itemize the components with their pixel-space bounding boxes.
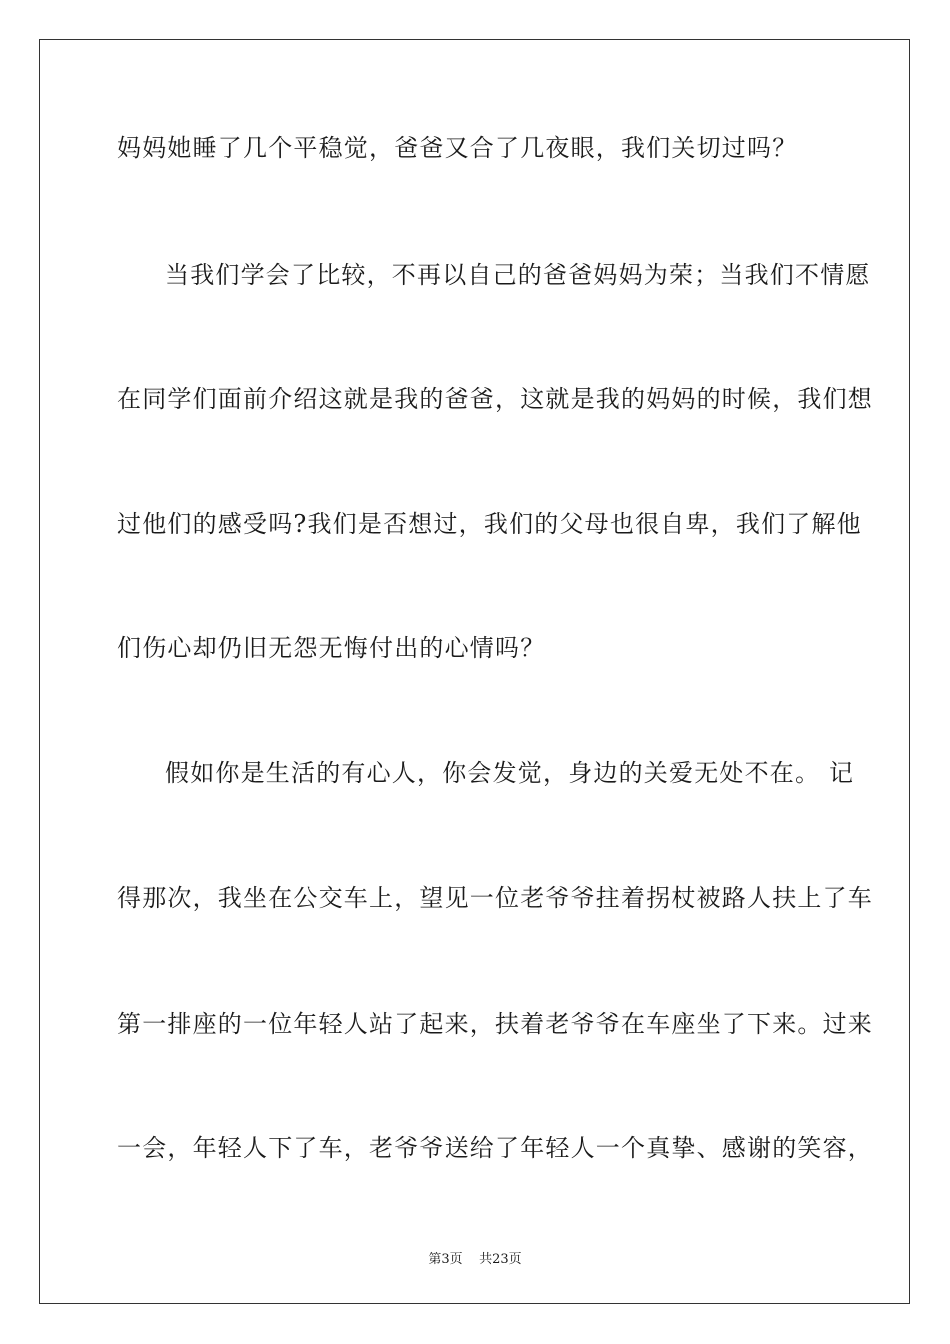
text-line-4: 过他们的感受吗?我们是否想过，我们的父母也很自卑，我们了解他 — [117, 510, 862, 538]
text-line-9: 一会，年轻人下了车，老爷爷送给了年轻人一个真挚、感谢的笑容， — [117, 1134, 873, 1162]
page-total: 共23页 — [479, 1252, 522, 1267]
text-line-1: 妈妈她睡了几个平稳觉，爸爸又合了几夜眼，我们关切过吗？ — [117, 134, 798, 162]
page-number: 第3页 — [428, 1252, 463, 1267]
page-border — [39, 39, 910, 1304]
text-line-7: 得那次，我坐在公交车上，望见一位老爷爷拄着拐杖被路人扶上了车 — [117, 884, 873, 912]
text-line-3: 在同学们面前介绍这就是我的爸爸，这就是我的妈妈的时候，我们想 — [117, 385, 873, 413]
text-line-2: 当我们学会了比较，不再以自己的爸爸妈妈为荣；当我们不情愿 — [165, 261, 871, 289]
text-line-5: 们伤心却仍旧无怨无悔付出的心情吗？ — [117, 634, 546, 662]
text-line-8: 第一排座的一位年轻人站了起来，扶着老爷爷在车座坐了下来。过来 — [117, 1010, 873, 1038]
page-footer — [0, 1248, 950, 1267]
text-line-6: 假如你是生活的有心人，你会发觉，身边的关爱无处不在。 记 — [165, 759, 855, 787]
